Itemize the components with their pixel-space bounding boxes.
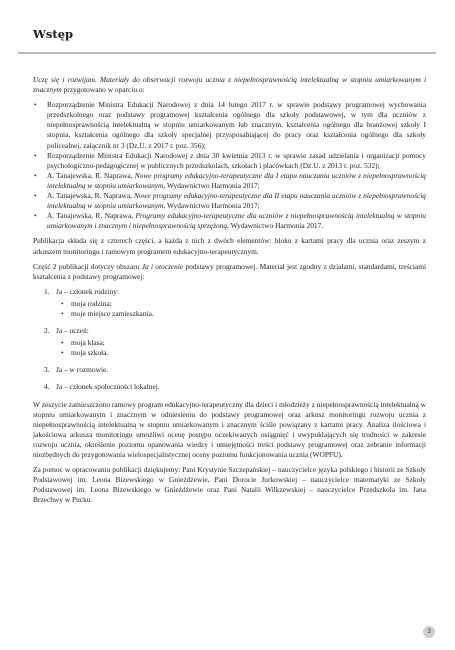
subsection-item: • moja rodzina; xyxy=(61,298,112,308)
intro-paragraph xyxy=(33,75,426,95)
structure-paragraph: Publikacja składa się z czterech części, a każda z nich z dwóch elementów: bloku z kartami pracy dla ucznia oraz zeszytu z arkuszem monitoringu i ramowym programem edukacyjno-terapeutycznym. xyxy=(33,236,426,256)
source-item: • A. Tanajewska, R. Naprawa, Nowe programy edukacyjno-terapeutyczne dla I etapu nauczania uczniów z niepełnosprawnością intelektualną w stopniu umiarkowanym, Wydawnictwo Harmonia 2017; xyxy=(34,170,426,190)
page-number-badge: 3 xyxy=(423,626,435,638)
program-paragraph: W zeszycie zamieszczono ramowy program edukacyjno-terapeutyczny dla dzieci i młodzieży z niepełnosprawnością intelektualną w stopniu umiarkowanym i znacznym w odniesieniu do podstawy programowej oraz arkusz monitoringu rozwoju ucznia z niepełnosprawnością intelektualną w stopniu umiarkowanym i znacznym ściśle powiązany z kartami pracy. Analiza ilościowa i jakościowa arkusza monitoringu umożliwi ocenę postępu oczekiwanych osiągnięć i uwypuklających się trudności w zakresie rozwoju ucznia, określenie poziomu opanowania wiedzy i umiejętności treści podstawy programowej oraz zebranie informacji niezbędnych do przygotowania wielospecjalistycznej oceny poziomu funkcjonowania ucznia (WOPFU). xyxy=(33,399,426,459)
part2-paragraph: Część 2 publikacji dotyczy obszaru Ja i otoczenie podstawy programowej. Materiał jest zgodny z działami, standardami, treściami kształcenia z podstawy programowej: xyxy=(33,261,427,281)
subsection-item: • moja klasa; xyxy=(61,338,105,348)
section-label: Ja – w rozmowie. xyxy=(56,365,109,375)
thanks-paragraph: Za pomoc w opracowaniu publikacji dziękujemy: Pani Krystynie Szczepańskiej – nauczycielce języka polskiego i historii ze Szkoły Podstawowej im. Leona Bizewskiego w Gnieżdżewie, Pani Dorocie Jurkowskiej – nauczycielce matematyki ze Szkoły Podstawowej im. Leona Bizewskiego w Gnieżdżewie oraz Pani Natalii Wilkzewskiej – nauczycielce Przedszkola im. Jana Brzechwy w Pucku. xyxy=(33,465,426,505)
sections-list xyxy=(33,287,426,393)
section-label: Ja – członek społeczności lokalnej. xyxy=(56,382,160,392)
subsection-list xyxy=(56,338,426,358)
bullet-icon: • xyxy=(34,100,37,110)
intro-rest: przygotowano w oparciu o: xyxy=(61,85,145,95)
intro-italic-title: Uczę się i rozwijam. Materiały do obserwacji rozwoju ucznia z niepełnosprawnością intelektualną w stopniu umiarkowanym i znacznym xyxy=(33,75,426,95)
section-number: 4. xyxy=(44,382,50,392)
section-number: 3. xyxy=(44,365,50,375)
title-divider xyxy=(18,52,436,54)
subsection-list xyxy=(56,299,426,319)
bullet-icon: • xyxy=(61,348,64,358)
bullet-icon: • xyxy=(61,308,64,318)
bullet-icon: • xyxy=(34,211,37,221)
sources-list xyxy=(33,100,426,231)
bullet-icon: • xyxy=(34,191,37,201)
section-item xyxy=(33,365,426,375)
source-item: • A. Tanajewska, R. Naprawa, Programy edukacyjno-terapeutyczne dla uczniów z niepełnosprawnością intelektualną w stopniu umiarkowanym i znacznym i niepełnosprawnością sprzężoną, Wydawnictwo Harmonia 2017. xyxy=(34,211,426,231)
source-item: • Rozporządzenie Ministra Edukacji Narodowej z dnia 14 lutego 2017 r. w sprawie podstawy programowej wychowania przedszkolnego oraz podstawy programowej kształcenia ogólnego dla szkoły podstawowej, w tym dla uczniów z niepełnosprawnością intelektualną w stopniu umiarkowanym lub znacznym, kształcenia ogólnego dla branżowej szkoły I stopnia, kształcenia ogólnego dla szkoły specjalnej przysposabiającej do pracy oraz kształcenia ogólnego dla szkoły policealnej, załącznik nr 3 (Dz.U. z 2017 r. poz. 356); xyxy=(34,100,426,150)
page-title: Wstęp xyxy=(33,27,74,41)
source-item: • A. Tanajewska, R. Naprawa, Nowe programy edukacyjno-terapeutyczne dla II etapu nauczania uczniów z niepełnosprawnością intelektualną w stopniu umiarkowanym, Wydawnictwo Harmonia 2017; xyxy=(34,191,426,211)
section-label: Ja – członek rodziny: xyxy=(56,286,120,296)
subsection-item: • moja szkoła. xyxy=(61,348,109,358)
section-number: 2. xyxy=(44,326,50,336)
section-item xyxy=(33,382,426,392)
section-number: 1. xyxy=(44,286,50,296)
bullet-icon: • xyxy=(61,338,64,348)
source-item: • Rozporządzenie Ministra Edukacji Narodowej z dnia 30 kwietnia 2013 r. w sprawie zasad udzielania i organizacji pomocy psychologiczno-pedagogicznej w publicznych przedszkolach, szkołach i placówkach (Dz.U. z 2013 r. poz. 532); xyxy=(34,150,426,170)
bullet-icon: • xyxy=(61,298,64,308)
section-item xyxy=(33,326,426,358)
bullet-icon: • xyxy=(34,170,37,180)
bullet-icon: • xyxy=(34,150,37,160)
section-item xyxy=(33,287,426,319)
page-body xyxy=(33,75,426,510)
section-label: Ja – uczeń: xyxy=(56,326,89,336)
subsection-item: • moje miejsce zamieszkania. xyxy=(61,308,154,318)
